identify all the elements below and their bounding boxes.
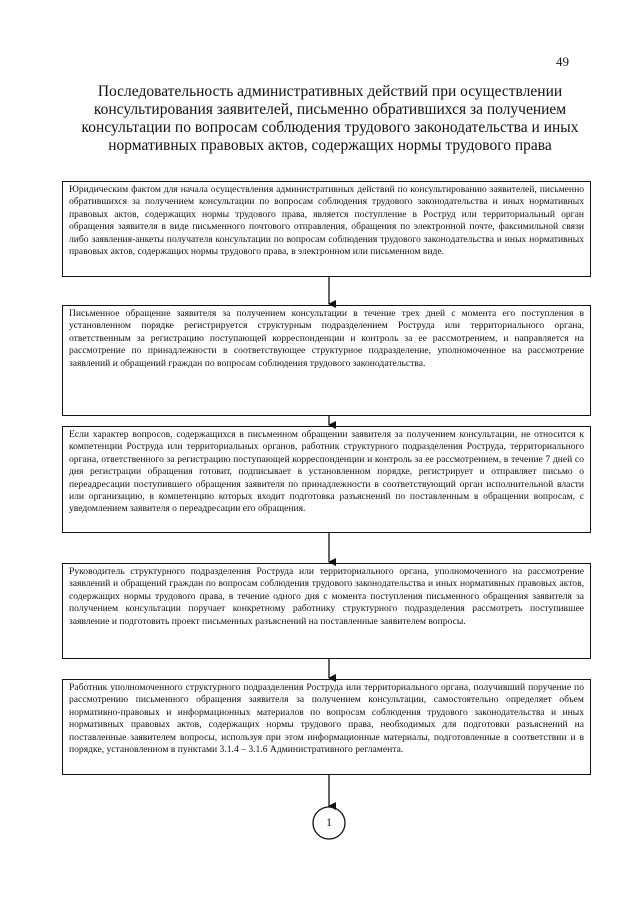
title-line: консультирования заявителей, письменно обратившихся за получением [93,101,567,118]
title-line: Последовательность административных действий при осуществлении [97,83,563,100]
page-number: 49 [556,54,569,69]
flow-step-3: Если характер вопросов, содержащихся в письменном обращении заявителя за получением консультации, не относится к компетенции Роструда или территориальных органов, работник структурного подразделения Роструда, территориального органа, ответственного за регистрацию поступающей корреспонденции и контроль за ее рассмотрением, в течение 7 дней со дня регистрации обращения готовит, подписывает в установленном порядке, регистрирует и отправляет письмо о переадресации поступившего обращения заявителя по принадлежности в соответствующий орган исполнительной власти или организацию, в компетенцию которых входит подготовка разъяснений по поставленным в обращении вопросам, с уведомлением заявителя о переадресации его обращения. [62,426,591,533]
connector-label: 1 [326,815,332,829]
title-line: нормативных правовых актов, содержащих нормы трудового права [108,137,552,154]
flow-step-2: Письменное обращение заявителя за получением консультации в течение трех дней с момента его поступления в установленном порядке регистрируется структурным подразделением Роструда или территориального органа, ответственным за регистрацию поступающей корреспонденции и контроль за ее рассмотрением, и направляется на рассмотрение по принадлежности в соответствующее структурное подразделение, уполномоченное на рассмотрение заявлений и обращений граждан по вопросам соблюдения трудового законодательства. [62,305,591,416]
title-line: консультации по вопросам соблюдения трудового законодательства и иных [81,119,579,136]
flow-step-4: Руководитель структурного подразделения Роструда или территориального органа, уполномоченного на рассмотрение заявлений и обращений граждан по вопросам соблюдения трудового законодательства и иных нормативных правовых актов, содержащих нормы трудового права, в течение одного дня с момента поступления письменного обращения заявителя за получением консультации поручает конкретному работнику структурного подразделения рассмотреть поступившее заявление и подготовить проект письменных разъяснений на поставленные заявителем вопросы. [62,563,591,659]
flow-step-1: Юридическим фактом для начала осуществления административных действий по консультированию заявителей, письменно обратившихся за получением консультации по вопросам соблюдения трудового законодательства и иных нормативных правовых актов, содержащих нормы трудового права, является поступление в Роструд или территориальный орган обращения заявителя в виде письменного почтового отправления, обращения по электронной почте, факсимильной связи либо заявления-анкеты получателя консультации по вопросам соблюдения трудового законодательства и иных нормативных правовых актов, содержащих нормы трудового права, в электронном или письменном виде. [62,181,591,277]
flow-step-5: Работник уполномоченного структурного подразделения Роструда или территориального органа, получивший поручение по рассмотрению письменного обращения заявителя за получением консультации, самостоятельно определяет объем нормативно-правовых и информационных материалов по вопросам соблюдения трудового законодательства и иных нормативных правовых актов, содержащих нормы трудового права, необходимых для подготовки разъяснений на поставленные заявителем вопросы, используя при этом информационные материалы, подготовленные в соответствии и в порядке, установленном в пунктами 3.1.4 – 3.1.6 Административного регламента. [62,679,591,775]
